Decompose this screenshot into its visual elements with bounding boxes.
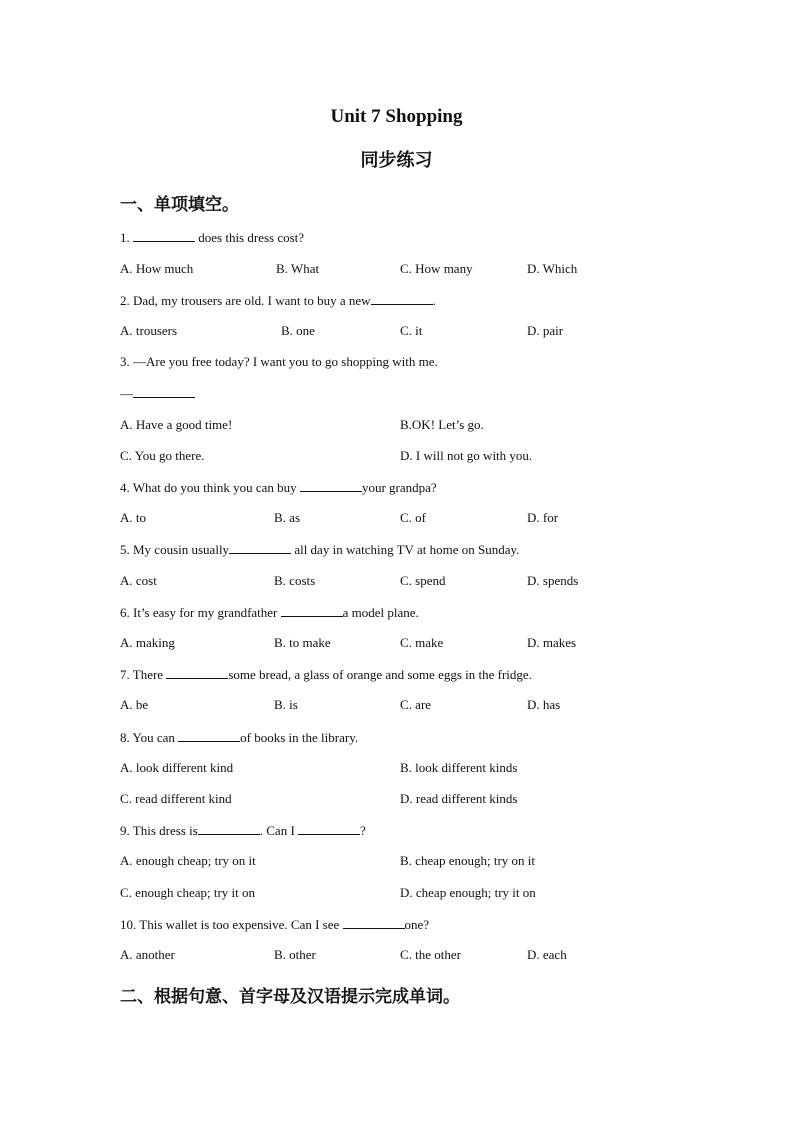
question-7: 7. There some bread, a glass of orange and some eggs in the fridge. <box>120 667 532 682</box>
option-a: A. How much <box>120 261 194 276</box>
question-1: 1. does this dress cost? <box>120 230 305 245</box>
option-c: C. How many <box>400 261 473 276</box>
question-9: 9. This dress is . Can I ? <box>120 823 366 838</box>
question-3-reply: — <box>120 385 195 402</box>
option-b: B.OK! Let’s go. <box>400 417 484 432</box>
option-a: A. cost <box>120 573 157 588</box>
option-c: C. the other <box>400 947 462 962</box>
option-a: A. enough cheap; try on it <box>120 853 256 868</box>
answer-blank <box>298 822 360 835</box>
option-d: D. for <box>527 510 559 525</box>
option-d: D. cheap enough; try it on <box>400 885 536 900</box>
question-10: 10. This wallet is too expensive. Can I see one? <box>120 917 430 932</box>
question-4: 4. What do you think you can buy your grandpa? <box>120 480 437 495</box>
option-a: A. to <box>120 510 146 525</box>
option-b: B. one <box>281 323 315 338</box>
option-b: B. is <box>274 697 298 712</box>
section-heading-1: 一、单项填空。 <box>120 195 239 215</box>
option-c: C. it <box>400 323 423 338</box>
option-b: B. What <box>276 261 320 276</box>
answer-blank <box>198 822 260 835</box>
page-subtitle: 同步练习 <box>360 150 433 171</box>
answer-blank <box>178 729 240 742</box>
answer-blank <box>371 292 433 305</box>
question-2: 2. Dad, my trousers are old. I want to buy a new . <box>120 293 436 308</box>
option-c: C. of <box>400 510 426 525</box>
option-b: B. cheap enough; try on it <box>400 853 536 868</box>
option-c: C. You go there. <box>120 448 205 463</box>
question-8: 8. You can of books in the library. <box>120 730 359 745</box>
option-b: B. other <box>274 947 316 962</box>
option-a: A. trousers <box>120 323 178 338</box>
answer-blank <box>343 916 405 929</box>
option-c: C. make <box>400 635 444 650</box>
question-6: 6. It’s easy for my grandfather a model plane. <box>120 605 419 620</box>
option-d: D. read different kinds <box>400 791 518 806</box>
question-5: 5. My cousin usually all day in watching TV at home on Sunday. <box>120 542 520 557</box>
option-a: A. another <box>120 947 175 962</box>
option-c: C. read different kind <box>120 791 232 806</box>
answer-blank <box>133 385 195 398</box>
option-b: B. look different kinds <box>400 760 518 775</box>
answer-blank <box>281 604 343 617</box>
section-heading-2: 二、根据句意、首字母及汉语提示完成单词。 <box>120 987 460 1007</box>
question-3: 3. —Are you free today? I want you to go shopping with me. <box>120 354 438 369</box>
option-a: A. be <box>120 697 149 712</box>
option-d: D. spends <box>527 573 579 588</box>
option-c: C. spend <box>400 573 446 588</box>
option-d: D. pair <box>527 323 564 338</box>
option-c: C. enough cheap; try it on <box>120 885 256 900</box>
option-b: B. as <box>274 510 300 525</box>
option-a: A. look different kind <box>120 760 234 775</box>
page-title: Unit 7 Shopping <box>330 106 463 127</box>
option-a: A. making <box>120 635 175 650</box>
option-d: D. makes <box>527 635 577 650</box>
option-d: D. I will not go with you. <box>400 448 533 463</box>
option-d: D. Which <box>527 261 578 276</box>
answer-blank <box>133 229 195 242</box>
option-d: D. each <box>527 947 567 962</box>
option-b: B. to make <box>274 635 331 650</box>
option-b: B. costs <box>274 573 316 588</box>
option-d: D. has <box>527 697 561 712</box>
option-c: C. are <box>400 697 432 712</box>
option-a: A. Have a good time! <box>120 417 233 432</box>
answer-blank <box>300 479 362 492</box>
answer-blank <box>229 541 291 554</box>
answer-blank <box>166 666 228 679</box>
